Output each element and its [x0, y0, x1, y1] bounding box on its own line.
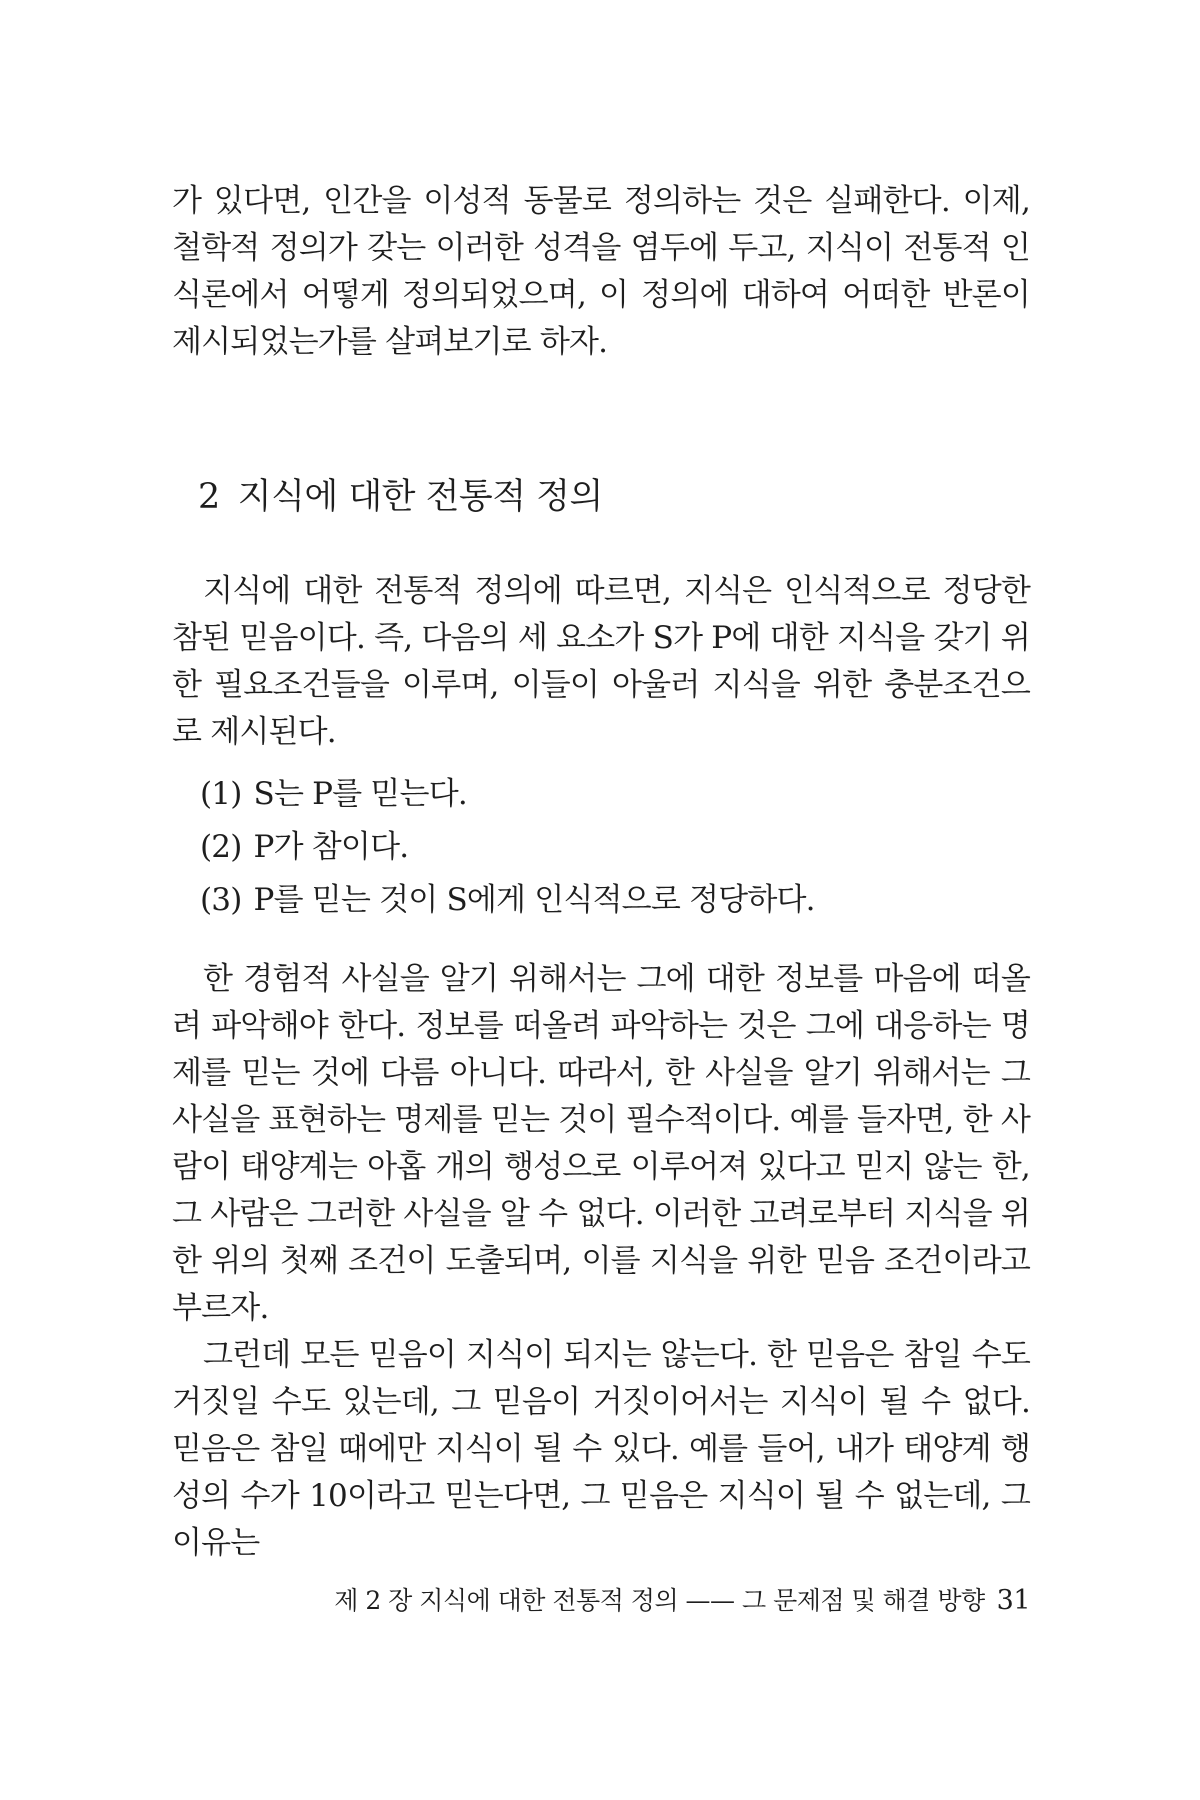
condition-item [200, 821, 815, 874]
intro-text-block [172, 178, 1030, 366]
condition-text: S는 P를 믿는다. [253, 776, 467, 812]
page-number: 31 [996, 1585, 1030, 1616]
condition-number: (1) [200, 776, 242, 812]
condition-text: P가 참이다. [253, 829, 409, 865]
page-footer [300, 1584, 1030, 1618]
condition-text: P를 믿는 것이 S에게 인식적으로 정당하다. [253, 882, 815, 918]
definition-paragraph: 지식에 대한 전통적 정의에 따르면, 지식은 인식적으로 정당한 참된 믿음이다. 즉, 다음의 세 요소가 S가 P에 대한 지식을 갖기 위한 필요조건들을 이루며, 이들이 아울러 지식을 위한 충분조건으로 제시된다. [172, 573, 1030, 750]
section-number: 2 [198, 477, 220, 517]
section-title: 지식에 대한 전통적 정의 [237, 477, 603, 517]
condition-item [200, 768, 815, 821]
condition-item [200, 874, 815, 927]
body-paragraph: 한 경험적 사실을 알기 위해서는 그에 대한 정보를 마음에 떠올려 파악해야 한다. 정보를 떠올려 파악하는 것은 그에 대응하는 명제를 믿는 것에 다름 아니다. 따라서, 한 사실을 알기 위해서는 그 사실을 표현하는 명제를 믿는 것이 필수적이다. 예를 들자면, 한 사람이 태양계는 아홉 개의 행성으로 이루어져 있다고 믿지 않는 한, 그 사람은 그러한 사실을 알 수 없다. 이러한 고려로부터 지식을 위한 위의 첫째 조건이 도출되며, 이를 지식을 위한 믿음 조건이라고 부르자. [172, 961, 1030, 1326]
body-text-block [172, 956, 1030, 1567]
definition-text-block [172, 568, 1030, 756]
running-title: 제 2 장 지식에 대한 전통적 정의 —— 그 문제점 및 해결 방향 [334, 1586, 985, 1615]
condition-number: (3) [200, 882, 242, 918]
body-paragraph: 그런데 모든 믿음이 지식이 되지는 않는다. 한 믿음은 참일 수도 거짓일 수도 있는데, 그 믿음이 거짓이어서는 지식이 될 수 없다. 믿음은 참일 때에만 지식이 될 수 있다. 예를 들어, 내가 태양계 행성의 수가 10이라고 믿는다면, 그 믿음은 지식이 될 수 없는데, 그 이유는 [172, 1337, 1030, 1561]
conditions-list [200, 768, 815, 927]
intro-paragraph: 가 있다면, 인간을 이성적 동물로 정의하는 것은 실패한다. 이제, 철학적 정의가 갖는 이러한 성격을 염두에 두고, 지식이 전통적 인식론에서 어떻게 정의되었으며, 이 정의에 대하여 어떠한 반론이 제시되었는가를 살펴보기로 하자. [172, 183, 1030, 360]
section-heading [198, 474, 603, 520]
condition-number: (2) [200, 829, 242, 865]
